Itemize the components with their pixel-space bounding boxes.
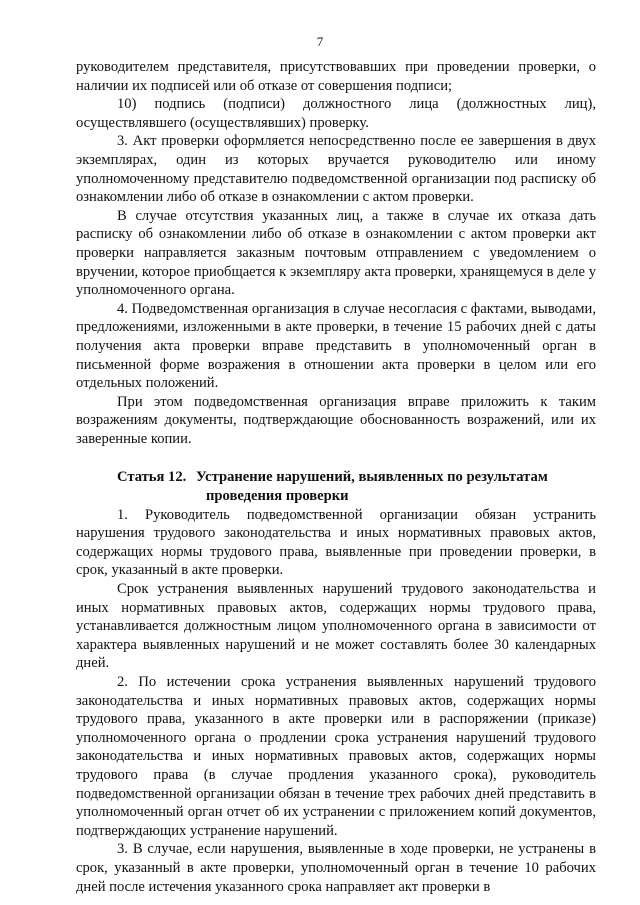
document-body — [76, 58, 596, 896]
paragraph-continuation: руководителем представителя, присутствовавших при проведении проверки, о наличии их подписей или об отказе от совершения подписи; — [76, 59, 596, 94]
paragraph-absence-case: В случае отсутствия указанных лиц, а также в случае их отказа дать расписку об ознакомлении либо об отказе в ознакомлении с актом проверки акт проверки направляется заказным почтовым отправлением с уведомлением о вручении, которое приобщается к экземпляру акта проверки, хранящемуся в деле у уполномоченного органа. — [76, 207, 596, 299]
article-heading — [76, 468, 596, 505]
page-number: 7 — [316, 34, 324, 49]
paragraph-clause-3: 3. Акт проверки оформляется непосредственно после ее завершения в двух экземплярах, один из которых вручается руководителю или иному уполномоченному представителю подведомственной организации под расписку об ознакомлении либо об отказе в ознакомлении с актом проверки. — [76, 133, 596, 206]
article-title-line1: Устранение нарушений, выявленных по результатам — [196, 469, 548, 486]
paragraph-objections: При этом подведомственная организация вправе приложить к таким возражениям документы, подтверждающие обоснованность возражений, или их заверенные копии. — [76, 393, 596, 447]
article-title-line2: проведения проверки — [206, 488, 349, 505]
paragraph-art12-deadline: Срок устранения выявленных нарушений трудового законодательства и иных нормативных правовых актов, содержащих нормы трудового права, устанавливается должностным лицом уполномоченного органа в зависимости от характера выявленных нарушений и не может составлять более 30 календарных дней. — [76, 581, 596, 672]
paragraph-art12-clause-2: 2. По истечении срока устранения выявленных нарушений трудового законодательства и иных нормативных правовых актов, содержащих нормы трудового права, указанного в акте проверки или в распоряжении (приказе) уполномоченного органа о продлении срока устранения нарушений трудового законодательства и иных нормативных правовых актов, содержащих нормы трудового права (в случае продления указанного срока), руководитель подведомственной организации обязан в течение трех рабочих дней представить в уполномоченный орган отчет об их устранении с приложением копий документов, подтверждающих устранение нарушений. — [76, 674, 596, 839]
paragraph-clause-4: 4. Подведомственная организация в случае несогласия с фактами, выводами, предложениями, изложенными в акте проверки, в течение 15 рабочих дней с даты получения акта проверки вправе представить в уполномоченный орган в письменной форме возражения в отношении акта проверки в целом или его отдельных положений. — [76, 300, 596, 392]
article-label: Статья 12. — [117, 469, 187, 486]
paragraph-art12-clause-1: 1. Руководитель подведомственной организации обязан устранить нарушения трудового законодательства и иных нормативных правовых актов, содержащих нормы трудового права, выявленные при проведении проверки, в срок, указанный в акте проверки. — [76, 506, 596, 579]
paragraph-art12-clause-3: 3. В случае, если нарушения, выявленные в ходе проверки, не устранены в срок, указанный в акте проверки, уполномоченный орган в течение 10 рабочих дней после истечения указанного срока направляет акт проверки в — [76, 841, 596, 895]
paragraph-item-10: 10) подпись (подписи) должностного лица (должностных лиц), осуществлявшего (осуществлявших) проверку. — [76, 96, 596, 131]
